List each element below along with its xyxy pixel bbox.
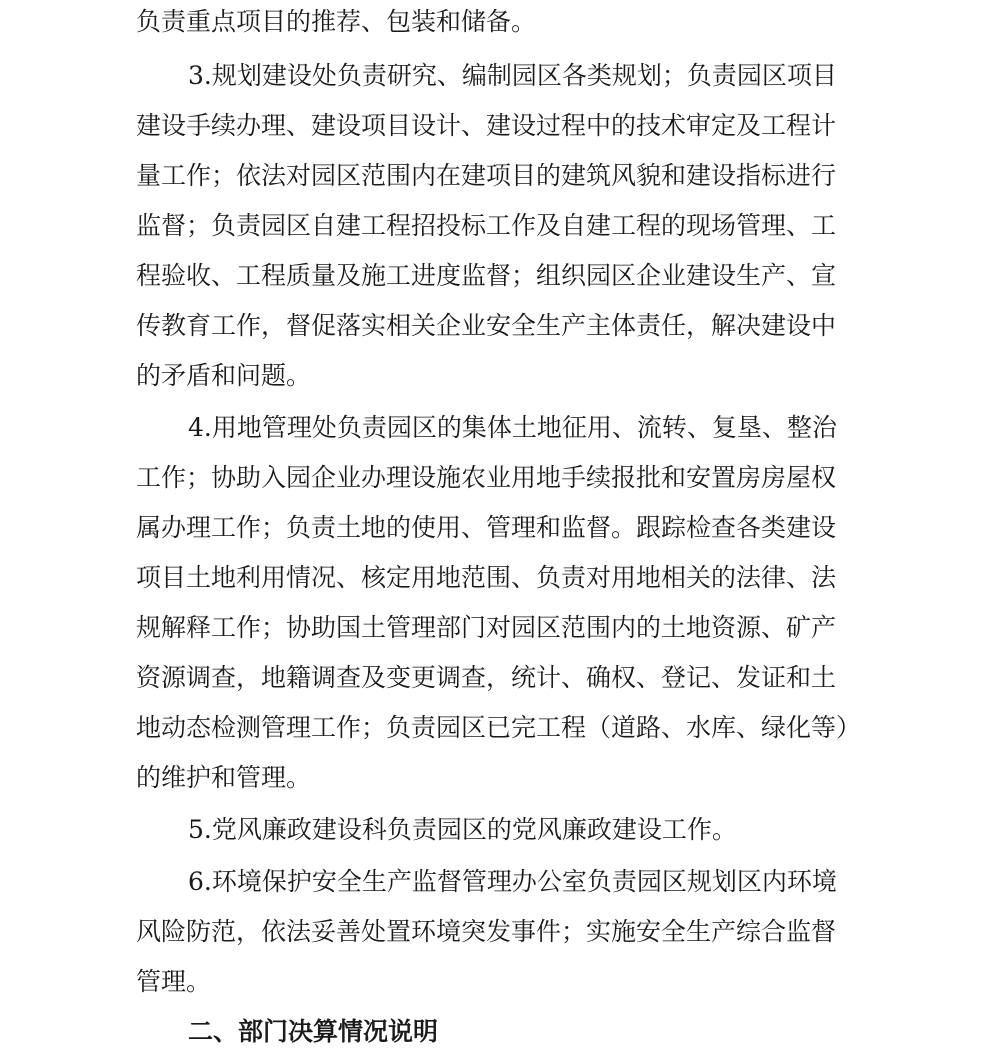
text-line: 负责重点项目的推荐、包装和储备。 <box>136 7 537 36</box>
text-line: 属办理工作；负责土地的使用、管理和监督。跟踪检查各类建设 <box>136 513 837 542</box>
text-line: 的矛盾和问题。 <box>136 361 312 390</box>
paragraph-4-line: 4.用地管理处负责园区的集体土地征用、流转、复垦、整治 <box>188 413 837 442</box>
text-line: 管理。 <box>136 967 212 996</box>
text-line: 地动态检测管理工作；负责园区已完工程（道路、水库、绿化等） <box>136 713 862 742</box>
text-line: 量工作；依法对园区范围内在建项目的建筑风貌和建设指标进行 <box>136 161 837 190</box>
section-heading: 二、部门决算情况说明 <box>188 1017 439 1046</box>
text-line: 工作；协助入园企业办理设施农业用地手续报批和安置房房屋权 <box>136 463 837 492</box>
text-line: 建设手续办理、建设项目设计、建设过程中的技术审定及工程计 <box>136 111 837 140</box>
text-line: 风险防范，依法妥善处置环境突发事件；实施安全生产综合监督 <box>136 917 837 946</box>
text-line: 规解释工作；协助国土管理部门对园区范围内的土地资源、矿产 <box>136 613 837 642</box>
text-line: 资源调查，地籍调查及变更调查，统计、确权、登记、发证和土 <box>136 663 837 692</box>
text-line: 监督；负责园区自建工程招投标工作及自建工程的现场管理、工 <box>136 211 837 240</box>
paragraph-3-line: 3.规划建设处负责研究、编制园区各类规划；负责园区项目 <box>188 61 837 90</box>
paragraph-6-line: 6.环境保护安全生产监督管理办公室负责园区规划区内环境 <box>188 867 837 896</box>
text-line: 的维护和管理。 <box>136 763 312 792</box>
text-line: 项目土地利用情况、核定用地范围、负责对用地相关的法律、法 <box>136 563 837 592</box>
text-line: 程验收、工程质量及施工进度监督；组织园区企业建设生产、宣 <box>136 261 837 290</box>
paragraph-5-line: 5.党风廉政建设科负责园区的党风廉政建设工作。 <box>188 815 737 844</box>
text-line: 传教育工作，督促落实相关企业安全生产主体责任，解决建设中 <box>136 311 837 340</box>
